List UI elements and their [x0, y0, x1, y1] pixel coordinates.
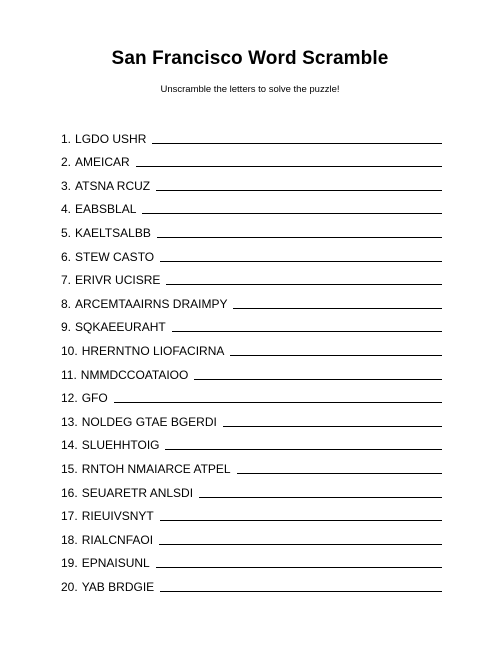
puzzle-number: 8.: [61, 296, 72, 311]
puzzle-item-9: [61, 311, 442, 335]
answer-line[interactable]: [165, 449, 442, 450]
answer-line[interactable]: [172, 331, 442, 332]
puzzle-item-11: [61, 358, 442, 382]
puzzle-number: 6.: [61, 249, 72, 264]
scrambled-word: LGDO USHR: [75, 131, 147, 146]
puzzle-number: 14.: [61, 438, 78, 453]
answer-line[interactable]: [223, 426, 442, 427]
puzzle-item-1: [61, 122, 442, 146]
puzzle-number: 1.: [61, 131, 72, 146]
answer-line[interactable]: [156, 190, 442, 191]
scrambled-word: SEUARETR ANLSDI: [81, 485, 194, 500]
scrambled-word: YAB BRDGIE: [81, 579, 155, 594]
answer-line[interactable]: [237, 473, 442, 474]
puzzle-item-12: [61, 382, 442, 406]
puzzle-item-7: [61, 264, 442, 288]
puzzle-list: [61, 122, 442, 594]
answer-line[interactable]: [157, 237, 442, 238]
scrambled-word: SQKAEEURAHT: [75, 320, 166, 335]
puzzle-number: 11.: [61, 367, 77, 382]
instructions-text: Unscramble the letters to solve the puzzle!: [160, 84, 340, 95]
scrambled-word: RNTOH NMAIARCE ATPEL: [81, 461, 231, 476]
puzzle-number: 18.: [61, 532, 78, 547]
puzzle-item-2: [61, 146, 442, 170]
scrambled-word: NOLDEG GTAE BGERDI: [81, 414, 217, 429]
puzzle-item-8: [61, 287, 442, 311]
puzzle-item-20: [61, 570, 442, 594]
scrambled-word: RIEUIVSNYT: [81, 509, 154, 524]
answer-line[interactable]: [114, 402, 442, 403]
puzzle-item-13: [61, 405, 442, 429]
puzzle-number: 16.: [61, 485, 78, 500]
answer-line[interactable]: [152, 143, 442, 144]
puzzle-item-16: [61, 476, 442, 500]
scrambled-word: AMEICAR: [75, 155, 130, 170]
puzzle-item-14: [61, 429, 442, 453]
scrambled-word: ERIVR UCISRE: [75, 273, 161, 288]
answer-line[interactable]: [160, 520, 442, 521]
scrambled-word: EABSBLAL: [75, 202, 137, 217]
puzzle-item-19: [61, 547, 442, 571]
answer-line[interactable]: [233, 308, 442, 309]
puzzle-item-10: [61, 334, 442, 358]
answer-line[interactable]: [136, 166, 442, 167]
puzzle-item-18: [61, 523, 442, 547]
puzzle-number: 17.: [61, 509, 78, 524]
scrambled-word: KAELTSALBB: [75, 225, 151, 240]
puzzle-number: 9.: [61, 320, 72, 335]
answer-line[interactable]: [160, 591, 442, 592]
answer-line[interactable]: [142, 213, 442, 214]
answer-line[interactable]: [159, 544, 442, 545]
answer-line[interactable]: [156, 567, 442, 568]
answer-line[interactable]: [194, 379, 442, 380]
puzzle-item-4: [61, 193, 442, 217]
scrambled-word: STEW CASTO: [75, 249, 155, 264]
puzzle-item-17: [61, 500, 442, 524]
puzzle-item-6: [61, 240, 442, 264]
page-title: San Francisco Word Scramble: [111, 48, 389, 69]
answer-line[interactable]: [230, 355, 442, 356]
puzzle-number: 2.: [61, 155, 72, 170]
scrambled-word: SLUEHHTOIG: [81, 438, 160, 453]
puzzle-number: 7.: [61, 273, 72, 288]
puzzle-number: 10.: [61, 343, 78, 358]
puzzle-item-15: [61, 452, 442, 476]
answer-line[interactable]: [199, 497, 442, 498]
puzzle-number: 4.: [61, 202, 72, 217]
puzzle-number: 12.: [61, 391, 78, 406]
puzzle-number: 15.: [61, 461, 78, 476]
puzzle-item-3: [61, 169, 442, 193]
puzzle-number: 20.: [61, 579, 78, 594]
puzzle-number: 19.: [61, 556, 78, 571]
answer-line[interactable]: [166, 284, 442, 285]
puzzle-number: 3.: [61, 178, 72, 193]
scrambled-word: RIALCNFAOI: [81, 532, 154, 547]
scrambled-word: HRERNTNO LIOFACIRNA: [81, 343, 225, 358]
scrambled-word: GFO: [81, 391, 108, 406]
answer-line[interactable]: [160, 261, 442, 262]
puzzle-item-5: [61, 216, 442, 240]
scrambled-word: ATSNA RCUZ: [75, 178, 151, 193]
scrambled-word: ARCEMTAAIRNS DRAIMPY: [75, 296, 228, 311]
puzzle-number: 5.: [61, 225, 72, 240]
scrambled-word: NMMDCCOATAIOO: [80, 367, 189, 382]
scrambled-word: EPNAISUNL: [81, 556, 150, 571]
puzzle-number: 13.: [61, 414, 78, 429]
